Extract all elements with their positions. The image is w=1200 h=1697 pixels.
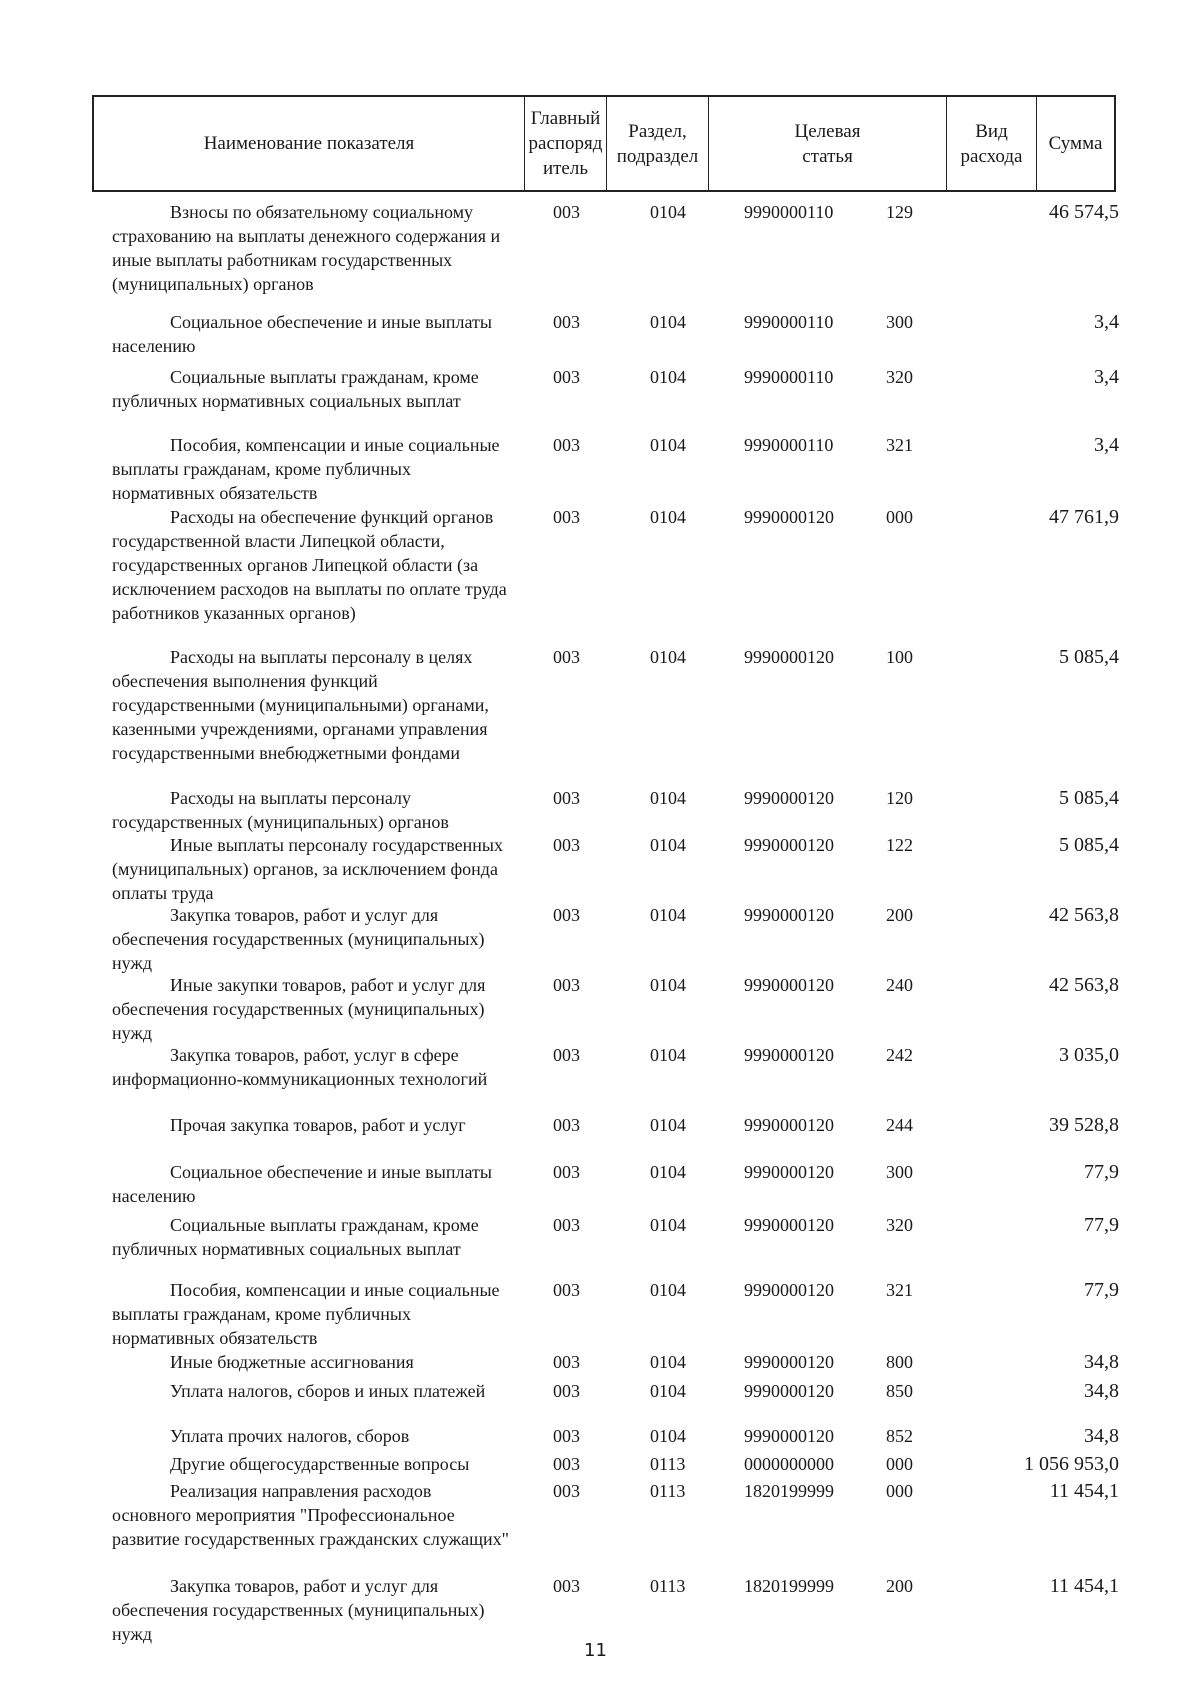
row-glav: 003 (553, 1215, 580, 1235)
row-statya: 9990000120 (744, 905, 834, 925)
row-razdel: 0104 (650, 1215, 686, 1235)
row-razdel: 0104 (650, 1381, 686, 1401)
row-name: Уплата налогов, сборов и иных платежей (170, 1381, 486, 1401)
row-razdel: 0104 (650, 1426, 686, 1446)
row-name: Социальное обеспечение и иные выплаты населению (112, 1162, 492, 1206)
row-glav: 003 (553, 1352, 580, 1372)
row-summa: 46 574,5 (1049, 201, 1119, 223)
header-name: Наименование показателя (203, 133, 415, 154)
row-summa: 3,4 (1094, 311, 1119, 333)
row-glav: 003 (553, 788, 580, 808)
row-statya: 9990000120 (744, 647, 834, 667)
row-summa: 5 085,4 (1059, 646, 1119, 668)
row-vid: 321 (886, 1280, 913, 1300)
row-razdel: 0104 (650, 835, 686, 855)
row-summa: 39 528,8 (1049, 1114, 1119, 1136)
row-glav: 003 (553, 507, 580, 527)
row-vid: 852 (886, 1426, 913, 1446)
row-glav: 003 (553, 1162, 580, 1182)
row-razdel: 0104 (650, 647, 686, 667)
header-statya: Целевая статья (708, 97, 946, 190)
header-razdel: Раздел, подраздел (606, 97, 708, 190)
row-razdel: 0104 (650, 1280, 686, 1300)
row-vid: 122 (886, 835, 913, 855)
row-glav: 003 (553, 1381, 580, 1401)
table-header (92, 95, 1116, 192)
row-statya: 9990000120 (744, 1162, 834, 1182)
row-statya: 9990000120 (744, 835, 834, 855)
row-vid: 321 (886, 435, 913, 455)
row-vid: 244 (886, 1115, 913, 1135)
row-vid: 129 (886, 202, 913, 222)
row-razdel: 0104 (650, 367, 686, 387)
row-glav: 003 (553, 1426, 580, 1446)
row-statya: 9990000120 (744, 788, 834, 808)
row-summa: 5 085,4 (1059, 834, 1119, 856)
row-summa: 34,8 (1084, 1351, 1119, 1373)
header-glav: Главный распоряд итель (524, 97, 606, 190)
row-vid: 000 (886, 1454, 913, 1474)
row-statya: 9990000120 (744, 975, 834, 995)
row-summa: 1 056 953,0 (1024, 1453, 1119, 1475)
row-vid: 300 (886, 1162, 913, 1182)
row-summa: 11 454,1 (1049, 1480, 1119, 1502)
row-summa: 3 035,0 (1059, 1044, 1119, 1066)
row-name: Закупка товаров, работ, услуг в сфере информационно-коммуникационных технологий (112, 1045, 488, 1089)
row-name: Расходы на выплаты персоналу государственных (муниципальных) органов (112, 788, 449, 832)
row-glav: 003 (553, 435, 580, 455)
row-summa: 47 761,9 (1049, 506, 1119, 528)
row-glav: 003 (553, 1576, 580, 1596)
row-glav: 003 (553, 1481, 580, 1501)
row-vid: 320 (886, 367, 913, 387)
row-name: Уплата прочих налогов, сборов (170, 1426, 410, 1446)
row-name: Взносы по обязательному социальному страхованию на выплаты денежного содержания и иные выплаты работникам государственных (муниципальных) органов (112, 202, 501, 294)
row-summa: 34,8 (1084, 1425, 1119, 1447)
row-summa: 77,9 (1084, 1161, 1119, 1183)
row-name: Социальные выплаты гражданам, кроме публичных нормативных социальных выплат (112, 367, 479, 411)
row-vid: 300 (886, 312, 913, 332)
row-statya: 9990000110 (744, 312, 834, 332)
row-name: Пособия, компенсации и иные социальные выплаты гражданам, кроме публичных нормативных обязательств (112, 435, 500, 503)
row-summa: 77,9 (1084, 1279, 1119, 1301)
row-razdel: 0104 (650, 507, 686, 527)
row-vid: 100 (886, 647, 913, 667)
row-razdel: 0113 (650, 1576, 686, 1596)
row-glav: 003 (553, 1280, 580, 1300)
row-name: Расходы на выплаты персоналу в целях обеспечения выполнения функций государственными (муниципальными) органами, казенными учреждениями, органами управления государственными внебюджетными фондами (112, 647, 489, 763)
row-vid: 850 (886, 1381, 913, 1401)
row-glav: 003 (553, 1115, 580, 1135)
row-vid: 242 (886, 1045, 913, 1065)
header-summa: Сумма (1036, 97, 1114, 190)
row-vid: 000 (886, 507, 913, 527)
row-statya: 9990000120 (744, 507, 834, 527)
row-summa: 5 085,4 (1059, 787, 1119, 809)
row-vid: 120 (886, 788, 913, 808)
row-name: Иные бюджетные ассигнования (170, 1352, 414, 1372)
row-summa: 3,4 (1094, 366, 1119, 388)
row-statya: 9990000110 (744, 435, 834, 455)
row-razdel: 0104 (650, 975, 686, 995)
row-name: Социальные выплаты гражданам, кроме публичных нормативных социальных выплат (112, 1215, 479, 1259)
row-statya: 9990000120 (744, 1426, 834, 1446)
row-vid: 240 (886, 975, 913, 995)
row-razdel: 0113 (650, 1454, 686, 1474)
row-glav: 003 (553, 202, 580, 222)
row-summa: 3,4 (1094, 434, 1119, 456)
row-name: Закупка товаров, работ и услуг для обеспечения государственных (муниципальных) нужд (112, 905, 485, 973)
row-razdel: 0104 (650, 1162, 686, 1182)
row-summa: 77,9 (1084, 1214, 1119, 1236)
row-razdel: 0104 (650, 1352, 686, 1372)
row-summa: 42 563,8 (1049, 904, 1119, 926)
row-glav: 003 (553, 367, 580, 387)
row-name: Иные закупки товаров, работ и услуг для обеспечения государственных (муниципальных) нужд (112, 975, 486, 1043)
row-vid: 320 (886, 1215, 913, 1235)
row-glav: 003 (553, 1045, 580, 1065)
row-statya: 9990000120 (744, 1280, 834, 1300)
row-name: Другие общегосударственные вопросы (170, 1454, 470, 1474)
row-razdel: 0104 (650, 1045, 686, 1065)
row-name: Реализация направления расходов основного мероприятия "Профессиональное развитие государственных гражданских служащих" (112, 1481, 509, 1549)
row-statya: 9990000120 (744, 1381, 834, 1401)
row-glav: 003 (553, 835, 580, 855)
page-number: 11 (584, 1640, 607, 1661)
row-name: Прочая закупка товаров, работ и услуг (170, 1115, 466, 1135)
row-statya: 9990000110 (744, 367, 834, 387)
row-name: Расходы на обеспечение функций органов государственной власти Липецкой области, государственных органов Липецкой области (за исключением расходов на выплаты по оплате труда работников указанных органов) (112, 507, 507, 623)
row-vid: 200 (886, 1576, 913, 1596)
row-razdel: 0104 (650, 435, 686, 455)
row-razdel: 0113 (650, 1481, 686, 1501)
row-summa: 11 454,1 (1049, 1575, 1119, 1597)
row-name: Пособия, компенсации и иные социальные выплаты гражданам, кроме публичных нормативных обязательств (112, 1280, 500, 1348)
row-name: Иные выплаты персоналу государственных (муниципальных) органов, за исключением фонда оплаты труда (112, 835, 504, 903)
row-statya: 9990000120 (744, 1045, 834, 1065)
row-razdel: 0104 (650, 788, 686, 808)
header-vid: Вид расхода (946, 97, 1036, 190)
row-razdel: 0104 (650, 312, 686, 332)
row-summa: 42 563,8 (1049, 974, 1119, 996)
row-glav: 003 (553, 905, 580, 925)
row-glav: 003 (553, 647, 580, 667)
row-vid: 000 (886, 1481, 913, 1501)
row-vid: 800 (886, 1352, 913, 1372)
row-glav: 003 (553, 312, 580, 332)
row-statya: 9990000120 (744, 1115, 834, 1135)
row-name: Закупка товаров, работ и услуг для обеспечения государственных (муниципальных) нужд (112, 1576, 485, 1644)
row-razdel: 0104 (650, 1115, 686, 1135)
row-glav: 003 (553, 975, 580, 995)
row-name: Социальное обеспечение и иные выплаты населению (112, 312, 492, 356)
row-razdel: 0104 (650, 202, 686, 222)
row-summa: 34,8 (1084, 1380, 1119, 1402)
row-razdel: 0104 (650, 905, 686, 925)
row-glav: 003 (553, 1454, 580, 1474)
row-statya: 1820199999 (744, 1576, 834, 1596)
row-statya: 9990000110 (744, 202, 834, 222)
row-statya: 0000000000 (744, 1454, 834, 1474)
row-vid: 200 (886, 905, 913, 925)
row-statya: 9990000120 (744, 1352, 834, 1372)
row-statya: 9990000120 (744, 1215, 834, 1235)
row-statya: 1820199999 (744, 1481, 834, 1501)
